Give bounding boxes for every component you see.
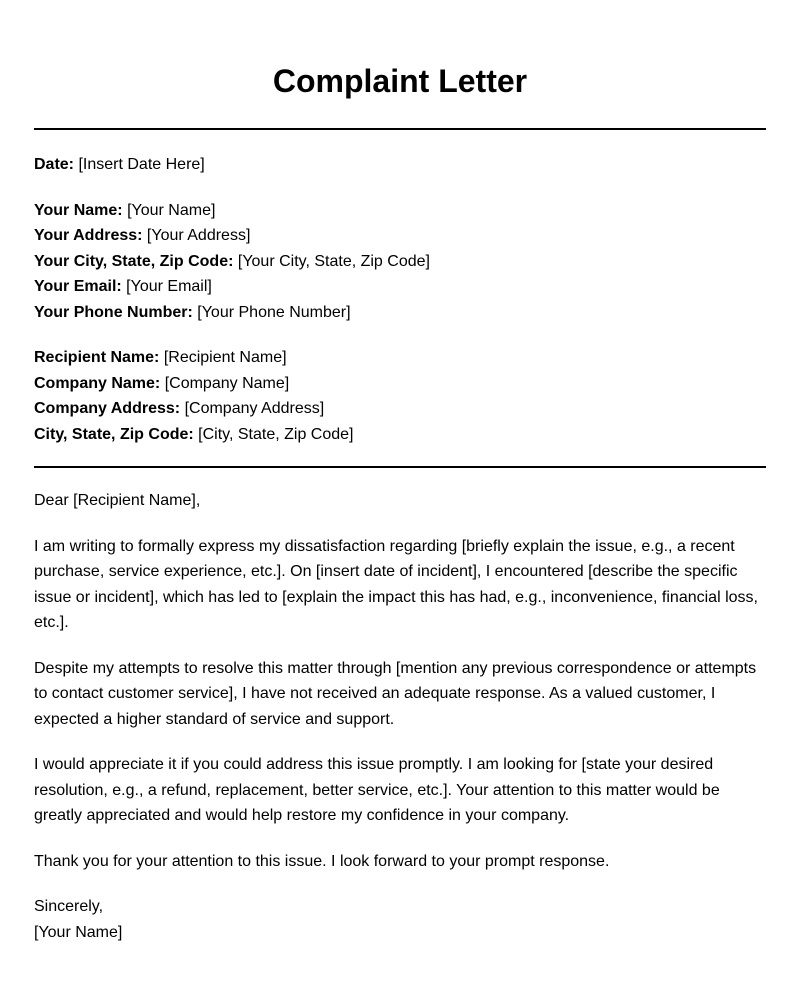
sender-block (34, 198, 766, 326)
sender-city-label: Your City, State, Zip Code: (34, 252, 234, 270)
sender-email-label: Your Email: (34, 278, 122, 295)
sender-name-value: [Your Name] (127, 201, 216, 219)
sender-city-line (34, 249, 766, 275)
recipient-name-label: Recipient Name: (34, 349, 160, 366)
recipient-name-line (34, 345, 766, 371)
sender-email-line (34, 274, 766, 300)
sender-email-value: [Your Email] (126, 278, 212, 295)
company-address-label: Company Address: (34, 400, 181, 417)
sender-address-label: Your Address: (34, 227, 143, 244)
body-paragraph-1: I am writing to formally express my dissatisfaction regarding [briefly explain the issue, e.g., a recent purchase, service experience, etc.]. On [insert date of incident], I encountered [describe the specific issue or incident], which has led to [explain the impact this has had, e.g., inconvenience, financial loss, etc.]. (34, 537, 758, 631)
closing-name: [Your Name] (34, 923, 123, 941)
date-line (34, 152, 766, 178)
sender-address-value: [Your Address] (146, 227, 251, 244)
body-paragraph-4: Thank you for your attention to this issue. I look forward to your prompt response. (34, 852, 610, 870)
closing-signoff: Sincerely, (34, 898, 104, 915)
company-city-line (34, 422, 766, 448)
company-name-value: [Company Name] (164, 374, 290, 392)
date-label: Date: (34, 156, 75, 173)
company-city-label: City, State, Zip Code: (34, 425, 194, 443)
company-city-value: [City, State, Zip Code] (198, 425, 354, 443)
sender-name-label: Your Name: (34, 201, 123, 219)
date-block (34, 152, 766, 178)
sender-city-value: [Your City, State, Zip Code] (237, 252, 430, 270)
company-name-label: Company Name: (34, 374, 161, 392)
company-name-line (34, 371, 766, 397)
closing-block (34, 894, 766, 945)
recipient-name-value: [Recipient Name] (163, 349, 287, 366)
page-title: Complaint Letter (272, 63, 528, 99)
body-paragraph-2: Despite my attempts to resolve this matter through [mention any previous correspondence or attempts to contact customer service], I have not received an adequate response. As a valued customer, I expected a higher standard of service and support. (34, 659, 757, 728)
sender-address-line (34, 223, 766, 249)
company-address-value: [Company Address] (184, 400, 325, 417)
company-address-line (34, 396, 766, 422)
middle-divider (34, 466, 766, 468)
salutation: Dear [Recipient Name], (34, 492, 201, 509)
date-value: [Insert Date Here] (78, 156, 205, 173)
recipient-block (34, 345, 766, 447)
sender-phone-line (34, 300, 766, 326)
sender-phone-value: [Your Phone Number] (197, 303, 351, 321)
sender-name-line (34, 198, 766, 224)
body-paragraph-3: I would appreciate it if you could address this issue promptly. I am looking for [state your desired resolution, e.g., a refund, replacement, better service, etc.]. Your attention to this matter would be greatly appreciated and would help restore my confidence in your company. (34, 756, 720, 824)
top-divider (34, 128, 766, 130)
sender-phone-label: Your Phone Number: (34, 303, 193, 321)
